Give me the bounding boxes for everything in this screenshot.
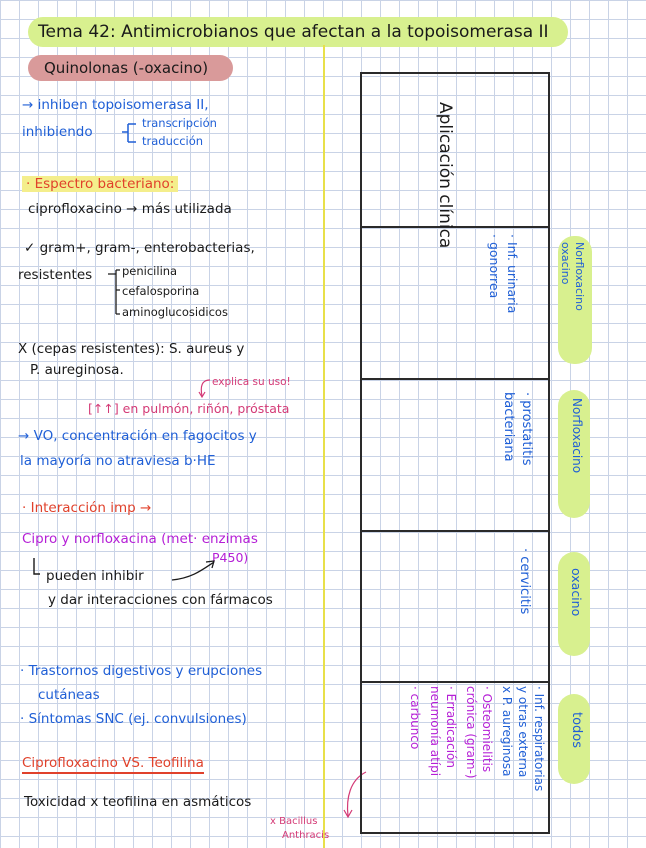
- note-gram: ✓ gram+, gram-, enterobacterias,: [24, 240, 255, 256]
- note-cipro-vs-teofilina: Ciprofloxacino VS. Teofilina: [22, 755, 204, 774]
- drug-name: Norfloxacino oxacino: [559, 242, 586, 311]
- table-divider: [362, 681, 548, 683]
- page-title: Tema 42: Antimicrobianos que afectan a la topoisomerasa II: [28, 17, 568, 47]
- note-cipro: ciprofloxacino → más utilizada: [28, 201, 232, 217]
- table-divider: [362, 530, 548, 532]
- table-use: crónica (gram-): [464, 686, 478, 779]
- table-header: Aplicación clínica: [435, 102, 455, 249]
- note-inhiben-1: → inhiben topoisomerasa II,: [22, 97, 209, 113]
- note-p450: P450): [212, 550, 249, 565]
- note-res-penicilina: penicilina: [122, 264, 178, 278]
- drug-name: oxacino: [569, 568, 584, 617]
- note-cepas-2: P. aureginosa.: [30, 362, 124, 378]
- table-use: y otras externa: [516, 686, 530, 778]
- note-trastornos-2: cutáneas: [38, 687, 100, 703]
- table-use: · cervicitis: [517, 548, 532, 615]
- note-vo-1: → VO, concentración en fagocitos y: [18, 428, 257, 444]
- note-traduccion: traducción: [142, 134, 204, 148]
- note-interaccion-heading: · Interacción imp →: [22, 500, 152, 516]
- note-pueden-inhibir: pueden inhibir: [46, 568, 144, 584]
- table-use: neumonía atípi: [428, 686, 442, 777]
- drug-name: todos: [569, 712, 584, 749]
- note-toxicidad: Toxicidad x teofilina en asmáticos: [24, 794, 252, 810]
- note-inhiben-2: inhibiendo: [22, 124, 93, 140]
- note-cipro-norflox: Cipro y norfloxacina (met· enzimas: [22, 531, 258, 547]
- section-label: Quinolonas (-oxacino): [28, 55, 233, 81]
- note-bacillus-1: x Bacillus: [270, 816, 318, 827]
- table-use: · Inf. urinaria: [505, 234, 520, 314]
- note-espectro-heading: [22, 176, 178, 193]
- note-res-cefalosporina: cefalosporina: [122, 284, 200, 298]
- table-use: · Osteomielitis: [480, 686, 494, 773]
- note-resistentes: resistentes: [18, 267, 93, 283]
- table-use: bacteriana: [501, 392, 516, 462]
- note-vo-2: la mayoría no atraviesa b·HE: [20, 453, 216, 469]
- resistentes-bracket-icon: [106, 266, 120, 318]
- table-use: · Erradicación: [444, 686, 458, 769]
- margin-line: [323, 45, 325, 848]
- table-divider: [362, 378, 548, 380]
- note-dar-interacciones: y dar interacciones con fármacos: [48, 592, 273, 608]
- table-use: · carbunco: [408, 686, 422, 750]
- note-explica-uso: explica su uso!: [212, 376, 291, 388]
- note-cepas-1: X (cepas resistentes): S. aureus y: [18, 341, 245, 357]
- explica-arrow-icon: [196, 376, 212, 398]
- table-use: · prostatitis: [519, 392, 534, 466]
- note-sintomas-snc: · Síntomas SNC (ej. convulsiones): [20, 711, 247, 727]
- drug-name: Norfloxacino: [570, 398, 584, 474]
- note-conc-pulmon: [↑↑] en pulmón, riñón, próstata: [88, 401, 290, 416]
- note-res-aminoglucosidicos: aminoglucosidicos: [122, 305, 228, 319]
- table-use: x P. aureginosa: [500, 686, 514, 777]
- branch-bracket-icon: [120, 120, 144, 146]
- table-use: · gonorrea: [487, 234, 502, 299]
- table-use: · Inf. respiratorias: [532, 686, 546, 792]
- espectro-label: · Espectro bacteriano:: [22, 176, 178, 192]
- note-trastornos-1: · Trastornos digestivos y erupciones: [20, 663, 263, 679]
- clinical-table: [360, 72, 586, 834]
- note-bacillus-2: Anthracis: [282, 830, 330, 841]
- note-transcripcion: transcripción: [142, 116, 217, 130]
